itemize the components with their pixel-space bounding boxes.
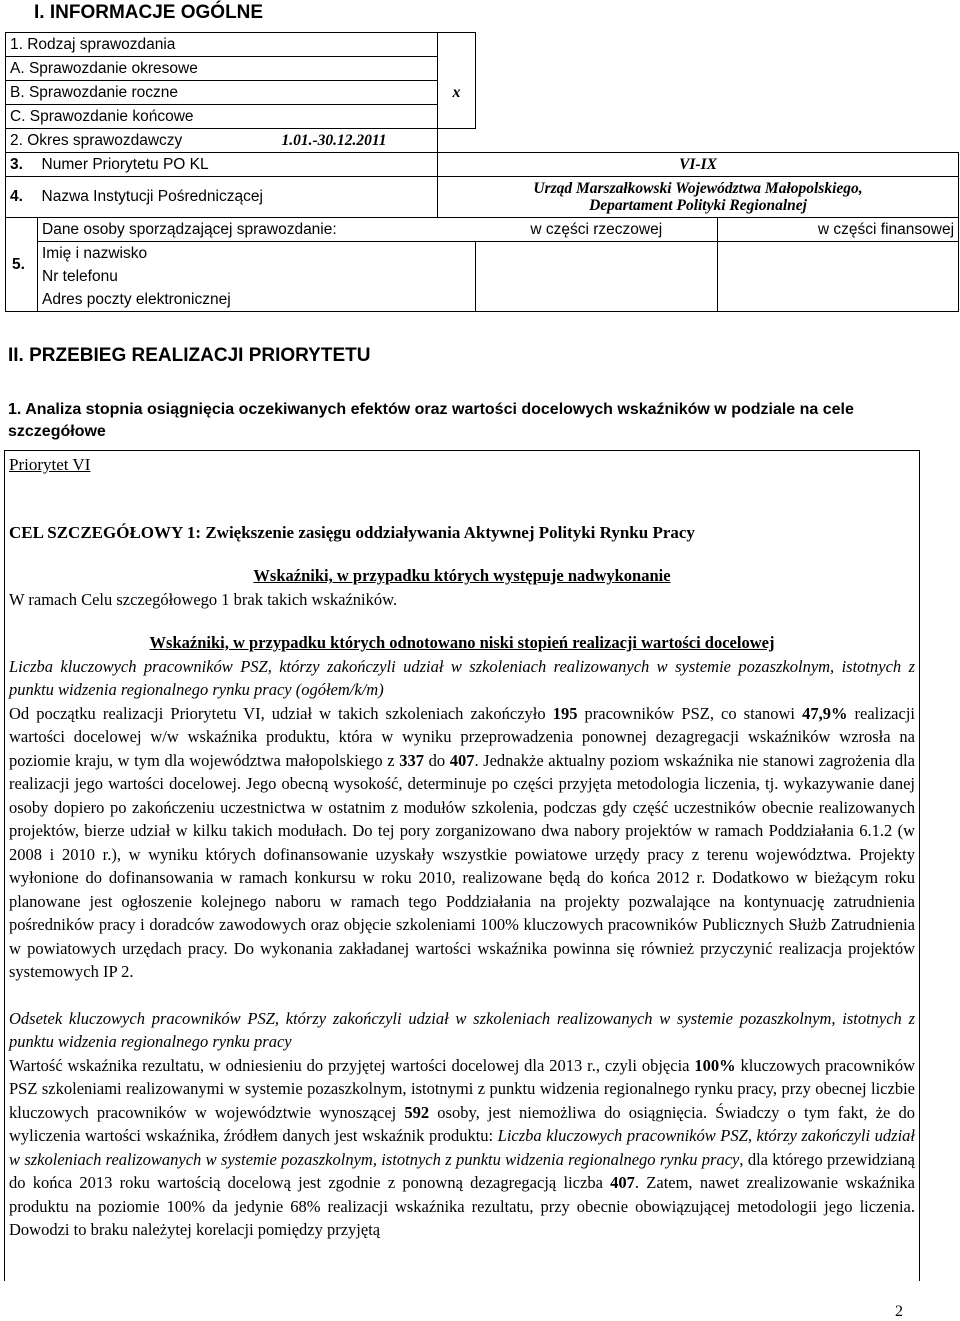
option-b-label: B. Sprawozdanie roczne xyxy=(6,81,438,105)
row-option-a xyxy=(6,57,959,81)
priority-heading: Priorytet VI xyxy=(9,455,91,474)
phone-label: Nr telefonu xyxy=(38,265,476,288)
indicator-1-text: Od początku realizacji Priorytetu VI, udział w takich szkoleniach zakończyło 195 pracowników PSZ, co stanowi 47,9% realizacji wartości docelowej w/w wskaźnika produktu, która w wyniku przeprowadzenia ponownej dezagregacji wskaźników wzrosła na poziomie kraju, w tym dla województwa małopolskiego z 337 do 407. Jednakże aktualny poziom wskaźnika nie stanowi zagrożenia dla realizacji jego wartości docelowej. Jego obecną wysokość, determinuje po części przyjęta metodologia liczenia, tj. wykazywanie danej osoby dopiero po zakończeniu uczestnictwa w ostatnim z modułów szkolenia, podczas gdy część uczestników obecnie realizowanych projektów, bierze udział w kilku takich modułach. Do tej pory zorganizowano dwa nabory projektów w ramach Poddziałania 6.1.2 (w 2008 i 2010 r.), w wyniku których dofinansowanie uzyskały wszystkie powiatowe urzędy pracy z terenu województwa. Projekty wyłonione do dofinansowania w ramach konkursu w roku 2010, realizowane będą do końca 2012 r. Dodatkowo w bieżącym roku planowane jest ogłoszenie kolejnego naboru w ramach tego Poddziałania na projekty pozwalające na kontynuację zatrudnienia pośredników pracy i doradców zawodowych oraz objęcie szkoleniami 100% kluczowych pracowników Publicznych Służb Zatrudnienia w powiatowych urzędach pracy. Do wykonania zakładanej wartości wskaźnika powinna się również przyczynić realizacja projektów systemowych IP 2. xyxy=(9,703,915,981)
row-email xyxy=(6,288,959,312)
institution-name-line2: Departament Polityki Regionalnej xyxy=(589,197,807,214)
priority-number-value: VI-IX xyxy=(438,153,959,177)
preparer-label: Dane osoby sporządzającej sprawozdanie: xyxy=(38,218,476,242)
period-label: 2. Okres sprawozdawczy xyxy=(6,129,278,153)
option-b-checkmark: x xyxy=(438,81,476,105)
section-2-subtitle: 1. Analiza stopnia osiągnięcia oczekiwanych efektów oraz wartości docelowych wskaźników w podziale na cele szczegółowe xyxy=(8,401,854,440)
email-label: Adres poczty elektronicznej xyxy=(38,288,476,312)
row-phone xyxy=(6,265,959,288)
row-name xyxy=(6,242,959,266)
option-c-label: C. Sprawozdanie końcowe xyxy=(6,105,438,129)
preparer-index: 5. xyxy=(6,218,38,312)
option-a-label: A. Sprawozdanie okresowe xyxy=(6,57,438,81)
analysis-box xyxy=(4,450,920,1281)
section-1-title: I. INFORMACJE OGÓLNE xyxy=(34,2,264,23)
overperformance-text: W ramach Celu szczegółowego 1 brak takich wskaźników. xyxy=(9,589,398,609)
overperformance-heading: Wskaźniki, w przypadku których występuje nadwykonanie xyxy=(253,566,671,585)
priority-number-index: 3. xyxy=(6,153,38,177)
row-option-c xyxy=(6,105,959,129)
institution-value xyxy=(438,177,959,218)
institution-index: 4. xyxy=(6,177,38,218)
low-realization-heading: Wskaźniki, w przypadku których odnotowano niski stopień realizacji wartości docelowej xyxy=(149,633,775,652)
period-value: 1.01.-30.12.2011 xyxy=(278,129,438,153)
preparer-col-financial: w części finansowej xyxy=(718,218,959,242)
row-report-type xyxy=(6,33,959,57)
phone-value-material xyxy=(476,265,718,288)
row-priority-number xyxy=(6,153,959,177)
priority-number-label: Numer Priorytetu PO KL xyxy=(38,153,438,177)
name-value-financial xyxy=(718,242,959,266)
name-value-material xyxy=(476,242,718,266)
row-preparer xyxy=(6,218,959,242)
indicator-2-name: Odsetek kluczowych pracowników PSZ, którzy zakończyli udział w szkoleniach realizowanych w systemie pozaszkolnym, istotnych z punktu widzenia regionalnego rynku pracy xyxy=(9,1008,915,1051)
preparer-col-material: w części rzeczowej xyxy=(476,218,718,242)
row-option-b xyxy=(6,81,959,105)
phone-value-financial xyxy=(718,265,959,288)
indicator-1-name: Liczba kluczowych pracowników PSZ, którzy zakończyli udział w szkoleniach realizowanych w systemie pozaszkolnym, istotnych z punktu widzenia regionalnego rynku pracy (ogółem/k/m) xyxy=(9,656,915,699)
goal-heading: CEL SZCZEGÓŁOWY 1: Zwiększenie zasięgu oddziaływania Aktywnej Polityki Rynku Pracy xyxy=(9,522,695,542)
page-number: 2 xyxy=(895,1303,903,1320)
institution-label: Nazwa Instytucji Pośredniczącej xyxy=(38,177,438,218)
general-info-table xyxy=(5,32,959,312)
row-institution xyxy=(6,177,959,218)
name-label: Imię i nazwisko xyxy=(38,242,476,266)
section-2-title: II. PRZEBIEG REALIZACJI PRIORYTETU xyxy=(8,345,371,366)
report-type-label: 1. Rodzaj sprawozdania xyxy=(6,33,438,57)
row-period xyxy=(6,129,959,153)
institution-name-line1: Urząd Marszałkowski Województwa Małopolskiego, xyxy=(533,180,863,197)
email-value-material xyxy=(476,288,718,312)
indicator-2-text: Wartość wskaźnika rezultatu, w odniesieniu do przyjętej wartości docelowej dla 2013 r., czyli objęcia 100% kluczowych pracowników PSZ szkoleniami realizowanymi w systemie pozaszkolnym, istotnymi z punktu widzenia regionalnego rynku pracy, przy obecnej liczbie kluczowych pracowników w województwie wynoszącej 592 osoby, jest niemożliwa do osiągnięcia. Świadczy o tym fakt, że do wyliczenia wartości wskaźnika, źródłem danych jest wskaźnik produktu: Liczba kluczowych pracowników PSZ, którzy zakończyli udział w szkoleniach realizowanych w systemie pozaszkolnym, istotnych z punktu widzenia regionalnego rynku pracy, dla którego przewidzianą do końca 2013 roku wartością docelową jest zgodnie z ponowną dezagregacją liczba 407. Zatem, nawet zrealizowanie wskaźnika produktu na poziomie 100% da jedynie 68% realizacji wskaźnika rezultatu, przy obecnie obowiązującej metodologii jego liczenia. Dowodzi to braku należytej korelacji pomiędzy przyjętą xyxy=(9,1055,915,1239)
email-value-financial xyxy=(718,288,959,312)
